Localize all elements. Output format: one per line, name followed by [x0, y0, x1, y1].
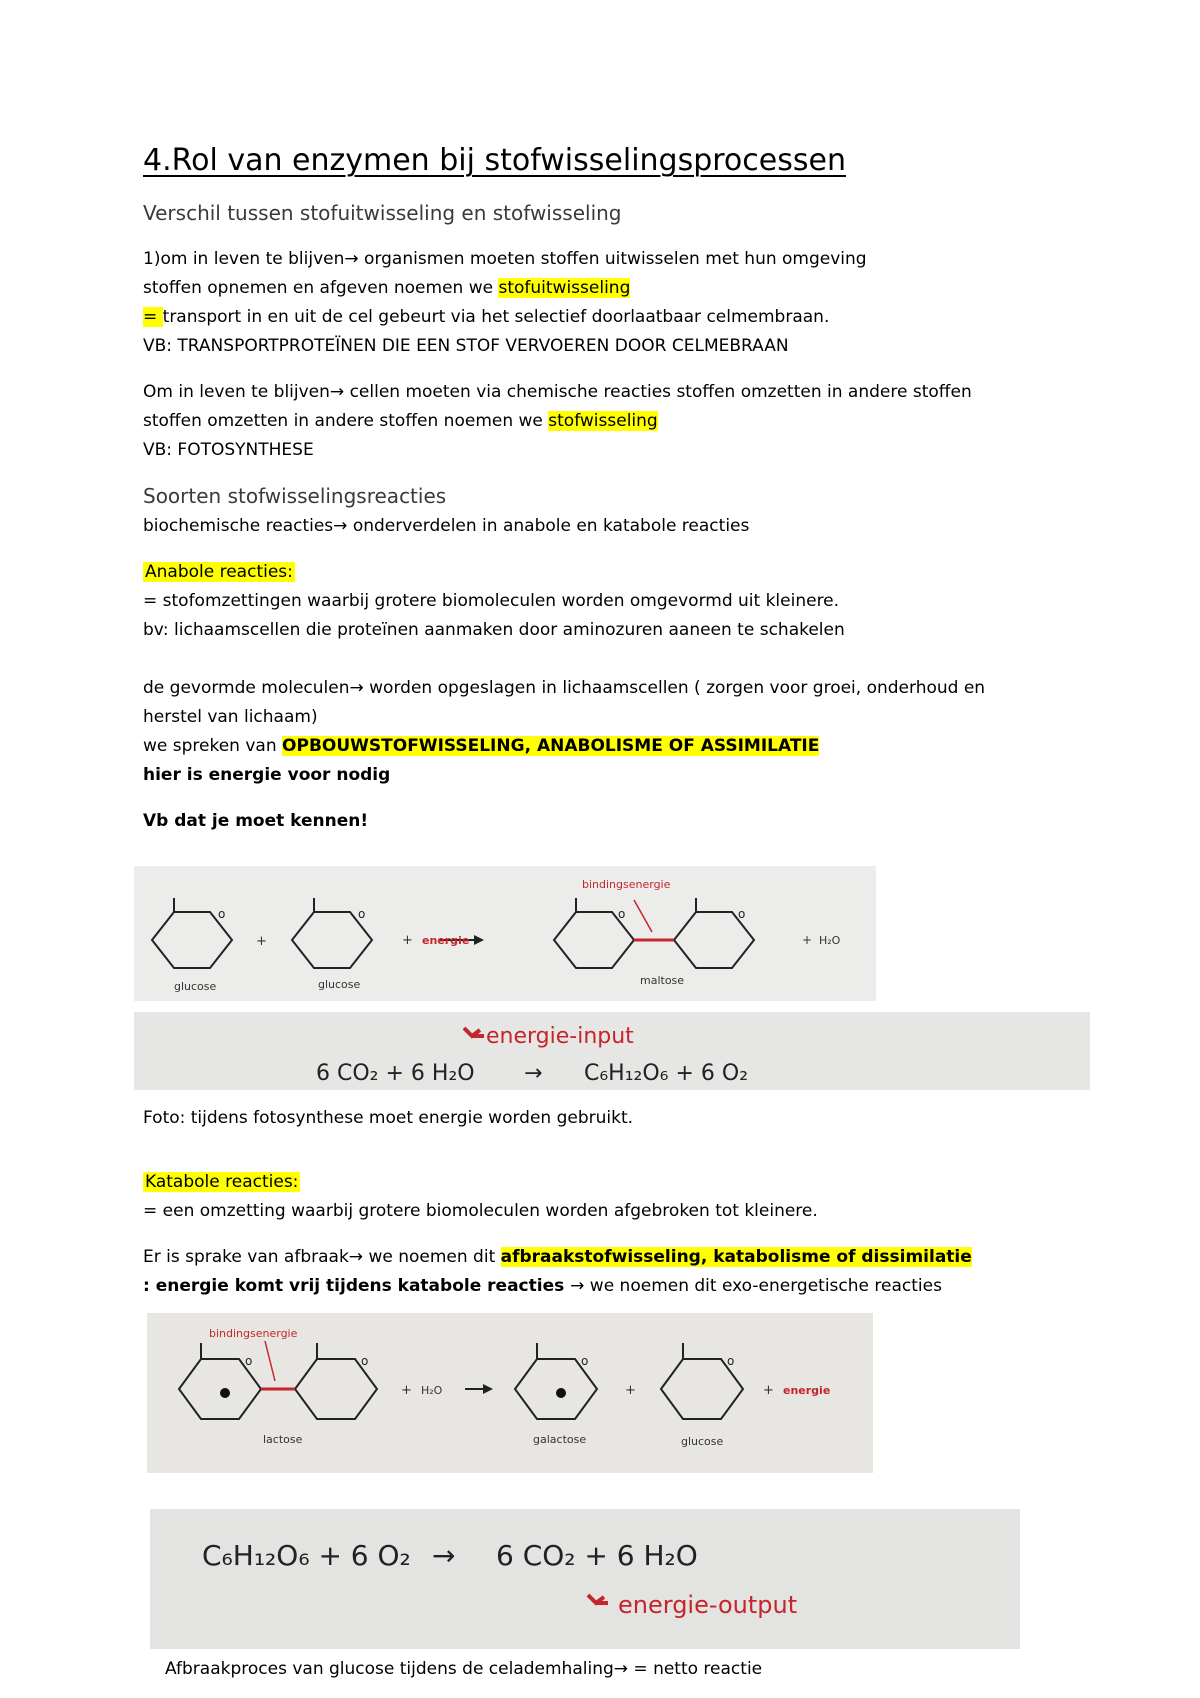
label-galactose: galactose: [533, 1433, 587, 1446]
equation-left: C₆H₁₂O₆ + 6 O₂: [202, 1539, 411, 1572]
line-text: : energie komt vrij tijdens katabole reacties: [143, 1276, 571, 1296]
paragraph-line: [143, 736, 819, 757]
equation-left: 6 CO₂ + 6 H₂O: [316, 1061, 475, 1086]
dot-marker: [220, 1388, 230, 1398]
paragraph-line: [143, 411, 658, 432]
arrow-icon: →: [344, 249, 359, 269]
paragraph-line: = een omzetting waarbij grotere biomoleculen worden afgebroken tot kleinere.: [143, 1201, 818, 1221]
hexagon-ring: [295, 1359, 377, 1419]
highlight-term: stofwisseling: [548, 411, 658, 431]
svg-text:o: o: [358, 907, 366, 921]
line-text: we spreken van: [143, 736, 283, 756]
energy-arrow-icon: [464, 1028, 484, 1036]
line-text: 1)om in leven te blijven: [143, 249, 345, 269]
maltose-diagram: [134, 866, 876, 1001]
highlight-term: OPBOUWSTOFWISSELING, ANABOLISME OF ASSIMILATIE: [282, 736, 820, 756]
paragraph-line: bv: lichaamscellen die proteïnen aanmaken door aminozuren aaneen te schakelen: [143, 620, 845, 640]
plus-sign: +: [763, 1383, 774, 1398]
line-text: onderverdelen in anabole en katabole reacties: [347, 516, 750, 536]
label-maltose: maltose: [640, 974, 685, 987]
line-text: we noemen dit exo-energetische reacties: [584, 1276, 942, 1296]
line-text: stoffen opnemen en afgeven noemen we: [143, 278, 499, 298]
arrow-icon: →: [348, 1247, 364, 1267]
svg-text:o: o: [581, 1354, 589, 1368]
plus-sign: +: [802, 933, 813, 947]
plus-sign: +: [625, 1383, 636, 1398]
line-text: biochemische reacties: [143, 516, 334, 536]
line-text: we noemen dit: [363, 1247, 501, 1267]
section-heading-types: Soorten stofwisselingsreacties: [143, 484, 447, 508]
line-text: Om in leven te blijven: [143, 382, 330, 402]
label-energie: energie: [422, 934, 470, 947]
svg-text:o: o: [361, 1354, 369, 1368]
paragraph-line: [143, 1276, 942, 1297]
label-energie: energie: [783, 1384, 831, 1397]
highlight-term: =: [143, 307, 163, 327]
highlight-term: afbraakstofwisseling, katabolisme of dissimilatie: [500, 1247, 972, 1267]
line-text: transport in en uit de cel gebeurt via het selectief doorlaatbaar celmembraan.: [162, 307, 830, 327]
lactose-diagram-photo: [147, 1313, 873, 1473]
svg-text:o: o: [618, 907, 626, 921]
reaction-arrow-icon: [474, 935, 484, 945]
arrow-icon: →: [349, 678, 364, 698]
hexagon-ring: [515, 1359, 597, 1419]
arrow-icon: →: [333, 516, 348, 536]
maltose-diagram-photo: [134, 866, 876, 1001]
hexagon-ring: [179, 1359, 261, 1419]
label-h2o: H₂O: [819, 934, 841, 947]
line-text: Er is sprake van afbraak: [143, 1247, 349, 1267]
paragraph-line: = stofomzettingen waarbij grotere biomoleculen worden omgevormd uit kleinere.: [143, 591, 840, 611]
equation-arrow-icon: →: [432, 1539, 456, 1572]
equation-right: C₆H₁₂O₆ + 6 O₂: [584, 1061, 749, 1086]
respiration-equation-photo: [150, 1509, 1020, 1649]
paragraph-line: [143, 1247, 972, 1268]
paragraph-line: [143, 516, 749, 537]
photosynthesis-equation: [134, 1012, 1090, 1090]
example-line: VB: FOTOSYNTHESE: [143, 440, 314, 460]
line-text: de gevormde moleculen: [143, 678, 350, 698]
pointer-arrow-icon: [265, 1341, 275, 1381]
label-bindingsenergie: bindingsenergie: [582, 878, 671, 891]
line-text: = netto reactie: [628, 1659, 763, 1679]
katabole-label: [143, 1172, 300, 1193]
paragraph-line: [143, 249, 867, 270]
paragraph-line: [143, 678, 985, 699]
reaction-arrow-icon: [483, 1384, 493, 1394]
section-heading-exchange: Verschil tussen stofuitwisseling en stofwisseling: [143, 201, 622, 225]
svg-text:o: o: [738, 907, 746, 921]
photo-caption: Foto: tijdens fotosynthese moet energie worden gebruikt.: [143, 1108, 634, 1128]
paragraph-line: Vb dat je moet kennen!: [143, 811, 369, 831]
arrow-icon: →: [570, 1276, 585, 1296]
dot-marker: [556, 1388, 566, 1398]
label-energie-output: energie-output: [618, 1591, 798, 1619]
arrow-icon: →: [613, 1659, 629, 1679]
hexagon-ring: [661, 1359, 743, 1419]
label-glucose: glucose: [318, 978, 361, 991]
plus-sign: +: [401, 1383, 412, 1398]
highlight-term: Anabole reacties:: [145, 562, 293, 582]
label-glucose: glucose: [174, 980, 217, 993]
label-h2o: H₂O: [421, 1384, 443, 1397]
paragraph-line: herstel van lichaam): [143, 707, 318, 727]
label-bindingsenergie: bindingsenergie: [209, 1327, 298, 1340]
paragraph-line: [143, 382, 972, 403]
equation-right: 6 CO₂ + 6 H₂O: [496, 1539, 698, 1572]
anabole-label: [143, 562, 295, 583]
svg-text:o: o: [727, 1354, 735, 1368]
highlight-term: Katabole reacties:: [145, 1172, 299, 1192]
lactose-diagram: [147, 1313, 873, 1473]
line-text: Afbraakproces van glucose tijdens de celademhaling: [165, 1659, 614, 1679]
paragraph-line: [143, 278, 630, 299]
line-text: stoffen omzetten in andere stoffen noemen we: [143, 411, 549, 431]
bottom-caption: [165, 1659, 762, 1680]
energy-arrow-icon: [588, 1595, 608, 1603]
plus-sign: +: [256, 934, 267, 949]
svg-text:o: o: [245, 1354, 253, 1368]
highlight-term: stofuitwisseling: [498, 278, 631, 298]
svg-text:o: o: [218, 907, 226, 921]
example-line: VB: TRANSPORTPROTEÏNEN DIE EEN STOF VERVOEREN DOOR CELMEBRAAN: [143, 336, 789, 356]
equation-arrow-icon: →: [524, 1061, 543, 1086]
line-text: cellen moeten via chemische reacties stoffen omzetten in andere stoffen: [344, 382, 972, 402]
pointer-arrow-icon: [634, 900, 652, 932]
page-title: 4.Rol van enzymen bij stofwisselingsprocessen: [143, 143, 846, 178]
plus-sign: +: [402, 933, 413, 948]
line-text: organismen moeten stoffen uitwisselen met hun omgeving: [358, 249, 867, 269]
arrow-icon: →: [329, 382, 345, 402]
paragraph-line: hier is energie voor nodig: [143, 765, 391, 785]
photosynthesis-equation-photo: [134, 1012, 1090, 1090]
label-lactose: lactose: [263, 1433, 303, 1446]
respiration-equation: [150, 1509, 1020, 1649]
paragraph-line: [143, 307, 829, 328]
line-text: worden opgeslagen in lichaamscellen ( zorgen voor groei, onderhoud en: [363, 678, 986, 698]
label-glucose: glucose: [681, 1435, 724, 1448]
label-energie-input: energie-input: [486, 1024, 634, 1049]
